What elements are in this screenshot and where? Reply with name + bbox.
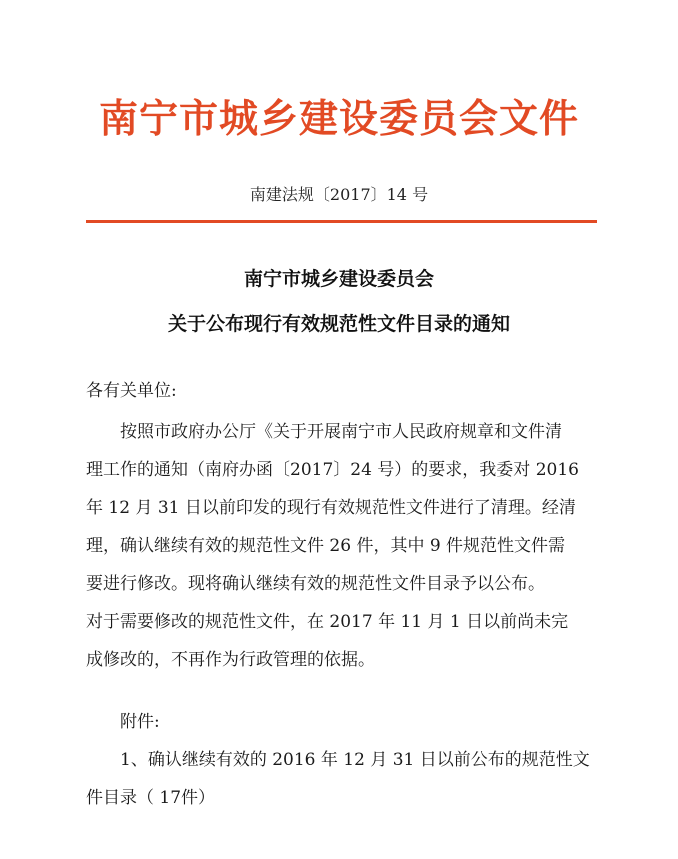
header-red-rule	[86, 220, 597, 223]
body-line: 按照市政府办公厅《关于开展南宁市人民政府规章和文件清	[120, 422, 562, 442]
body-line: 年 12 月 31 日以前印发的现行有效规范性文件进行了清理。经清	[86, 498, 576, 518]
attachment-item-line-2: 件目录（ 17件）	[86, 788, 216, 808]
document-number: 南建法规〔2017〕14 号	[249, 185, 429, 204]
body-line: 成修改的，不再作为行政管理的依据。	[86, 650, 375, 670]
notice-title-line-1: 南宁市城乡建设委员会	[243, 268, 434, 290]
body-line: 理，确认继续有效的规范性文件 26 件，其中 9 件规范性文件需	[86, 536, 566, 556]
body-line: 对于需要修改的规范性文件，在 2017 年 11 月 1 日以前尚未完	[86, 612, 569, 632]
salutation: 各有关单位:	[86, 381, 177, 401]
body-line: 理工作的通知（南府办函〔2017〕24 号）的要求，我委对 2016	[86, 460, 579, 480]
document-header-title: 南宁市城乡建设委员会文件	[98, 96, 579, 142]
body-line: 要进行修改。现将确认继续有效的规范性文件目录予以公布。	[86, 574, 545, 594]
notice-title-line-2: 关于公布现行有效规范性文件目录的通知	[167, 313, 510, 335]
attachments-label: 附件:	[120, 712, 160, 732]
attachment-item-line-1: 1、确认继续有效的 2016 年 12 月 31 日以前公布的规范性文	[120, 750, 590, 770]
